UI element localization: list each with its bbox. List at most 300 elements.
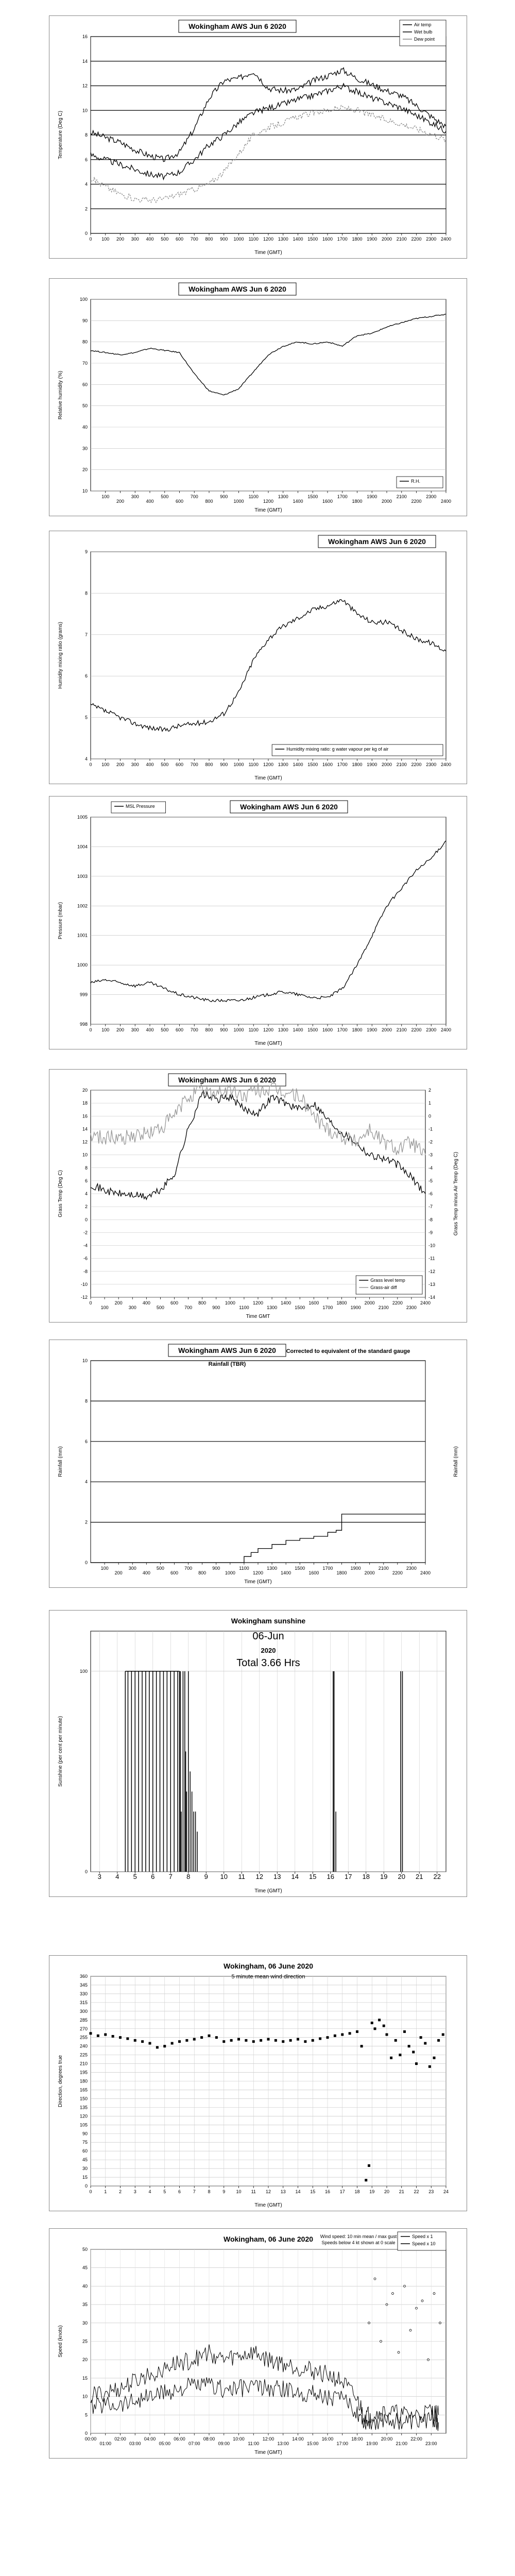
x-tick-label: 2200 <box>392 1300 403 1306</box>
y2-tick-label: -13 <box>428 1281 436 1287</box>
x-tick-label: 1500 <box>307 762 318 767</box>
y-tick-label: 150 <box>79 2096 88 2102</box>
x-tick-label: 15:00 <box>306 2441 319 2446</box>
x-tick-label: 1200 <box>252 1300 264 1306</box>
x-tick-label: 900 <box>212 1305 220 1310</box>
y-axis-label: Speed (knots) <box>58 2325 63 2358</box>
legend-label: MSL Pressure <box>126 804 155 809</box>
x-tick-label: 2200 <box>411 236 422 242</box>
x-tick-label: 2100 <box>396 494 407 499</box>
x-axis-label: Time GMT <box>246 1314 270 1319</box>
chart-svg-dir <box>49 1956 467 2211</box>
plot-area <box>91 552 446 759</box>
x-tick-label: 4 <box>148 2189 151 2194</box>
legend-label: Grass level temp <box>370 1278 405 1283</box>
y-tick-label: 8 <box>84 1398 88 1404</box>
x-tick-label: 2300 <box>426 1027 437 1032</box>
x-tick-label: 11 <box>238 1873 245 1880</box>
x-tick-label: 1000 <box>225 1300 235 1306</box>
y-tick-label: 10 <box>82 1152 88 1158</box>
y2-tick-label: -7 <box>428 1204 433 1210</box>
chart-panel-dir <box>49 1955 467 2211</box>
y2-tick-label: -2 <box>428 1139 433 1145</box>
chart-title: Wokingham sunshine <box>231 1617 306 1625</box>
x-tick-label: 400 <box>142 1570 150 1575</box>
x-tick-label: 2000 <box>364 1300 375 1306</box>
x-tick-label: 1600 <box>322 1027 333 1032</box>
x-tick-label: 2100 <box>396 1027 407 1032</box>
x-tick-label: 2400 <box>420 1300 431 1306</box>
x-tick-label: 1700 <box>337 494 348 499</box>
chart-title: Wokingham AWS Jun 6 2020 <box>328 537 426 546</box>
x-tick-label: 200 <box>116 236 125 242</box>
x-tick-label: 1100 <box>248 236 259 242</box>
y-tick-label: 270 <box>79 2026 88 2031</box>
chart-title: Wokingham AWS Jun 6 2020 <box>178 1346 276 1354</box>
x-tick-label: 500 <box>156 1305 164 1310</box>
y-tick-label: 6 <box>84 157 88 162</box>
x-tick-label: 100 <box>100 1305 109 1310</box>
data-point <box>365 2179 367 2181</box>
x-tick-label: 10 <box>220 1873 228 1880</box>
data-point <box>252 2040 255 2043</box>
x-tick-label: 09:00 <box>218 2441 230 2446</box>
x-tick-label: 1400 <box>293 236 303 242</box>
y-tick-label: 0 <box>84 2431 88 2436</box>
data-point <box>386 2033 388 2036</box>
y-tick-label: 315 <box>79 1999 88 2005</box>
legend-label: Humidity mixing ratio: g water vapour per kg of air <box>286 747 389 752</box>
y-tick-label: 2 <box>84 1519 88 1525</box>
x-tick-label: 1900 <box>367 494 377 499</box>
data-point <box>104 2033 107 2036</box>
y-tick-label: 345 <box>79 1982 88 1988</box>
x-tick-label: 1400 <box>281 1300 291 1306</box>
x-tick-label: 5 <box>163 2189 166 2194</box>
chart-title: Wokingham AWS Jun 6 2020 <box>240 803 338 811</box>
x-tick-label: 400 <box>142 1300 150 1306</box>
y-tick-label: 100 <box>79 1668 88 1674</box>
y-tick-label: 135 <box>79 2105 88 2110</box>
x-tick-label: 3 <box>97 1873 101 1880</box>
x-tick-label: 2400 <box>440 499 452 504</box>
data-point <box>415 2062 418 2065</box>
data-point <box>341 2033 344 2036</box>
plot-area <box>91 1361 425 1563</box>
x-tick-label: 8 <box>208 2189 211 2194</box>
x-tick-label: 0 <box>89 1027 92 1032</box>
y-tick-label: 15 <box>82 2375 88 2381</box>
x-tick-label: 3 <box>133 2189 136 2194</box>
x-tick-label: 800 <box>198 1570 207 1575</box>
y-tick-label: 225 <box>79 2052 88 2058</box>
x-tick-label: 22 <box>414 2189 419 2194</box>
y2-tick-label: -3 <box>428 1152 433 1158</box>
x-tick-label: 2400 <box>440 236 452 242</box>
x-tick-label: 1200 <box>263 236 274 242</box>
x-tick-label: 05:00 <box>159 2441 171 2446</box>
y-tick-label: -12 <box>80 1295 88 1300</box>
y-tick-label: 2 <box>84 1204 88 1210</box>
x-tick-label: 1100 <box>248 1027 259 1032</box>
y-tick-label: 180 <box>79 2078 88 2084</box>
x-tick-label: 21 <box>399 2189 404 2194</box>
x-tick-label: 1900 <box>350 1305 361 1310</box>
y-tick-label: 2 <box>84 206 88 212</box>
x-tick-label: 1600 <box>322 762 333 767</box>
x-tick-label: 19 <box>369 2189 375 2194</box>
x-tick-label: 08:00 <box>203 2436 215 2442</box>
y-tick-label: 1002 <box>77 903 88 909</box>
x-tick-label: 0 <box>89 1300 92 1306</box>
chart-svg-mix <box>49 531 467 784</box>
y2-axis-label: Rainfall (mm) <box>453 1446 459 1477</box>
x-tick-label: 1400 <box>281 1570 291 1575</box>
x-tick-label: 400 <box>146 499 154 504</box>
x-tick-label: 300 <box>131 236 139 242</box>
y-tick-label: 75 <box>82 2140 88 2145</box>
x-tick-label: 1500 <box>307 236 318 242</box>
x-tick-label: 1500 <box>295 1305 305 1310</box>
y-tick-label: 1003 <box>77 873 88 879</box>
x-tick-label: 18 <box>362 1873 370 1880</box>
y-tick-label: 360 <box>79 1974 88 1979</box>
y-axis-label: Grass Temp (Deg C) <box>58 1170 63 1217</box>
y2-axis-label: Grass Temp minus Air Temp (Deg C) <box>453 1151 459 1236</box>
data-point <box>390 2057 392 2059</box>
x-tick-label: 18:00 <box>351 2436 363 2442</box>
y-tick-label: 50 <box>82 2247 88 2252</box>
data-point <box>437 2039 440 2042</box>
data-point <box>412 2050 415 2053</box>
data-point <box>433 2057 436 2059</box>
x-tick-label: 400 <box>146 236 154 242</box>
x-tick-label: 1900 <box>367 236 377 242</box>
x-tick-label: 2000 <box>364 1570 375 1575</box>
data-point <box>442 2033 444 2036</box>
x-tick-label: 200 <box>116 762 125 767</box>
data-point <box>319 2037 321 2040</box>
x-tick-label: 1000 <box>233 762 244 767</box>
data-point <box>90 2032 92 2035</box>
data-point <box>208 2035 211 2037</box>
data-point <box>403 2030 406 2033</box>
y2-tick-label: -11 <box>428 1256 435 1261</box>
data-point <box>420 2036 422 2039</box>
y-tick-label: 45 <box>82 2265 88 2270</box>
x-tick-label: 2200 <box>411 762 422 767</box>
x-tick-label: 100 <box>101 494 110 499</box>
x-tick-label: 600 <box>175 499 184 504</box>
x-tick-label: 1100 <box>248 494 259 499</box>
y-tick-label: 16 <box>82 1113 88 1119</box>
x-tick-label: 900 <box>212 1566 220 1571</box>
x-tick-label: 17 <box>339 2189 345 2194</box>
chart-subtitle: 06-Jun <box>252 1631 284 1642</box>
y-tick-label: 30 <box>82 446 88 451</box>
x-tick-label: 1500 <box>307 494 318 499</box>
chart-note: Speeds below 4 kt shown at 0 scale <box>321 2240 396 2245</box>
x-tick-label: 300 <box>128 1305 136 1310</box>
x-tick-label: 900 <box>220 236 228 242</box>
x-tick-label: 03:00 <box>129 2441 141 2446</box>
x-tick-label: 2000 <box>381 236 392 242</box>
x-tick-label: 24 <box>443 2189 449 2194</box>
y-tick-label: 1004 <box>77 844 88 850</box>
y-tick-label: 1000 <box>77 962 88 968</box>
data-point <box>112 2035 114 2038</box>
y-tick-label: 14 <box>82 58 88 64</box>
y-tick-label: 30 <box>82 2320 88 2326</box>
x-tick-label: 16 <box>327 1873 334 1880</box>
x-tick-label: 200 <box>116 1027 125 1032</box>
y2-tick-label: 2 <box>428 1088 432 1093</box>
chart-title: Wokingham, 06 June 2020 <box>223 1962 314 1970</box>
data-point <box>349 2032 351 2035</box>
data-point <box>185 2039 188 2042</box>
data-point <box>282 2040 284 2043</box>
x-axis-label: Time (GMT) <box>254 2202 282 2208</box>
data-point <box>163 2045 166 2047</box>
x-tick-label: 12 <box>255 1873 263 1880</box>
data-point <box>260 2039 262 2042</box>
data-point <box>374 2027 376 2030</box>
x-axis-label: Time (GMT) <box>254 1041 282 1046</box>
x-tick-label: 100 <box>101 1027 110 1032</box>
data-point <box>97 2035 99 2037</box>
y-tick-label: 105 <box>79 2122 88 2128</box>
y-tick-label: 998 <box>79 1022 88 1027</box>
legend-label: Grass-air diff <box>370 1285 397 1290</box>
x-tick-label: 20 <box>398 1873 405 1880</box>
x-tick-label: 2000 <box>381 1027 392 1032</box>
x-tick-label: 900 <box>220 1027 228 1032</box>
chart-title: Wokingham AWS Jun 6 2020 <box>188 285 286 293</box>
x-tick-label: 400 <box>146 762 154 767</box>
x-tick-label: 700 <box>190 762 198 767</box>
y-tick-label: 5 <box>84 2412 88 2418</box>
x-tick-label: 1000 <box>233 1027 244 1032</box>
x-axis-label: Time (GMT) <box>254 2450 282 2455</box>
x-tick-label: 1300 <box>267 1566 278 1571</box>
data-point <box>171 2042 174 2045</box>
y-tick-label: 0 <box>84 1869 88 1874</box>
y2-tick-label: -5 <box>428 1178 433 1183</box>
data-point <box>237 2038 240 2041</box>
x-tick-label: 1700 <box>337 236 348 242</box>
y-tick-label: 10 <box>82 1358 88 1363</box>
y-tick-label: 25 <box>82 2338 88 2344</box>
x-tick-label: 2400 <box>420 1570 431 1575</box>
x-tick-label: 1800 <box>352 499 363 504</box>
x-tick-label: 400 <box>146 1027 154 1032</box>
x-tick-label: 14 <box>295 2189 301 2194</box>
x-tick-label: 9 <box>222 2189 226 2194</box>
x-tick-label: 2200 <box>411 1027 422 1032</box>
x-tick-label: 800 <box>205 1027 213 1032</box>
x-tick-label: 19 <box>380 1873 388 1880</box>
chart-svg-rh <box>49 279 467 516</box>
data-point <box>428 2065 431 2068</box>
chart-svg-pres <box>49 796 467 1049</box>
data-point <box>274 2039 277 2042</box>
x-tick-label: 1 <box>104 2189 107 2194</box>
x-tick-label: 10 <box>236 2189 242 2194</box>
x-tick-label: 1200 <box>252 1570 264 1575</box>
y-tick-label: 40 <box>82 2283 88 2289</box>
x-tick-label: 4 <box>115 1873 119 1880</box>
y-tick-label: 195 <box>79 2070 88 2075</box>
x-tick-label: 7 <box>168 1873 173 1880</box>
x-axis-label: Time (GMT) <box>254 507 282 513</box>
x-tick-label: 800 <box>198 1300 207 1306</box>
y-tick-label: 12 <box>82 83 88 89</box>
x-tick-label: 17:00 <box>336 2441 349 2446</box>
x-tick-label: 22 <box>433 1873 441 1880</box>
x-tick-label: 600 <box>175 1027 184 1032</box>
y2-tick-label: -4 <box>428 1165 433 1171</box>
y-tick-label: -8 <box>83 1268 88 1274</box>
x-tick-label: 17 <box>345 1873 352 1880</box>
x-tick-label: 700 <box>184 1305 193 1310</box>
x-tick-label: 1500 <box>307 1027 318 1032</box>
y-axis-label: Rainfall (mm) <box>58 1446 63 1477</box>
x-tick-label: 13 <box>273 1873 281 1880</box>
y-axis-label: Temperature (Deg C) <box>58 111 63 159</box>
x-tick-label: 1800 <box>352 762 363 767</box>
x-tick-label: 14 <box>291 1873 299 1880</box>
y-tick-label: 12 <box>82 1139 88 1145</box>
x-tick-label: 100 <box>100 1566 109 1571</box>
x-tick-label: 1900 <box>350 1566 361 1571</box>
y-tick-label: 6 <box>84 1178 88 1183</box>
legend-label: R.H. <box>411 479 420 484</box>
x-tick-label: 1100 <box>239 1566 249 1571</box>
data-point <box>334 2035 336 2037</box>
legend-label: Speed x 10 <box>412 2241 436 2246</box>
x-tick-label: 500 <box>161 494 169 499</box>
x-tick-label: 9 <box>204 1873 208 1880</box>
x-tick-label: 1700 <box>337 762 348 767</box>
x-tick-label: 19:00 <box>366 2441 378 2446</box>
y-tick-label: 4 <box>84 756 88 761</box>
x-tick-label: 01:00 <box>99 2441 112 2446</box>
y2-tick-label: -10 <box>428 1243 436 1248</box>
x-tick-label: 1800 <box>352 236 363 242</box>
y-tick-label: 5 <box>84 715 88 720</box>
y-tick-label: 100 <box>79 297 88 302</box>
x-tick-label: 900 <box>220 494 228 499</box>
chart-title: Wokingham, 06 June 2020 <box>223 2235 314 2243</box>
x-tick-label: 700 <box>184 1566 193 1571</box>
chart-panel-temp <box>49 15 467 259</box>
x-tick-label: 12:00 <box>262 2436 274 2442</box>
data-point <box>368 2164 370 2167</box>
x-tick-label: 1200 <box>263 1027 274 1032</box>
y-tick-label: -6 <box>83 1256 88 1261</box>
x-tick-label: 12 <box>265 2189 271 2194</box>
x-tick-label: 22:00 <box>410 2436 422 2442</box>
x-tick-label: 200 <box>114 1300 123 1306</box>
data-point <box>245 2039 247 2042</box>
y-tick-label: -4 <box>83 1243 88 1248</box>
x-tick-label: 700 <box>190 494 198 499</box>
y-axis-label: Humidity mixing ratio (grams) <box>58 621 63 689</box>
x-tick-label: 1600 <box>308 1570 319 1575</box>
data-point <box>304 2040 306 2043</box>
y-tick-label: 45 <box>82 2157 88 2163</box>
x-tick-label: 14:00 <box>292 2436 304 2442</box>
x-tick-label: 2200 <box>411 499 422 504</box>
x-tick-label: 13:00 <box>277 2441 289 2446</box>
x-tick-label: 2100 <box>396 236 407 242</box>
data-point <box>399 2054 401 2056</box>
x-tick-label: 600 <box>175 236 184 242</box>
data-point <box>178 2040 181 2043</box>
data-point <box>200 2036 203 2039</box>
x-tick-label: 200 <box>116 499 125 504</box>
y-tick-label: 7 <box>84 632 88 637</box>
y-axis-label: Relative humidity (%) <box>58 370 63 420</box>
y-tick-label: 6 <box>84 673 88 679</box>
y-tick-label: 4 <box>84 1479 88 1485</box>
chart-svg-speed <box>49 2229 467 2458</box>
x-tick-label: 1800 <box>336 1300 347 1306</box>
x-tick-label: 0 <box>89 236 92 242</box>
chart-svg-temp <box>49 16 467 258</box>
x-tick-label: 02:00 <box>114 2436 126 2442</box>
data-point <box>193 2038 196 2041</box>
x-tick-label: 600 <box>170 1300 179 1306</box>
x-tick-label: 1900 <box>367 762 377 767</box>
y2-tick-label: 0 <box>428 1113 432 1119</box>
legend-label: Dew point <box>414 37 435 42</box>
x-tick-label: 1000 <box>233 236 244 242</box>
data-point <box>394 2039 397 2042</box>
x-tick-label: 1000 <box>233 499 244 504</box>
y-tick-label: 10 <box>82 108 88 113</box>
chart-title: Wokingham AWS Jun 6 2020 <box>188 22 286 30</box>
x-tick-label: 1600 <box>322 499 333 504</box>
legend-label: Air temp <box>414 22 432 27</box>
y2-tick-label: -6 <box>428 1191 433 1196</box>
x-tick-label: 2100 <box>396 762 407 767</box>
y2-tick-label: -9 <box>428 1230 433 1235</box>
chart-title: Wokingham AWS Jun 6 2020 <box>178 1076 276 1084</box>
y-tick-label: 70 <box>82 361 88 366</box>
y-tick-label: 999 <box>79 992 88 997</box>
chart-panel-pres <box>49 796 467 1049</box>
x-tick-label: 500 <box>156 1566 164 1571</box>
y-tick-label: 20 <box>82 2357 88 2363</box>
y2-tick-label: 1 <box>428 1100 432 1106</box>
x-tick-label: 800 <box>205 499 213 504</box>
y-tick-label: 255 <box>79 2035 88 2040</box>
y-tick-label: 4 <box>84 1191 88 1196</box>
data-point <box>289 2039 292 2042</box>
y-tick-label: 0 <box>84 1217 88 1223</box>
y-tick-label: 6 <box>84 1438 88 1444</box>
y-tick-label: 20 <box>82 467 88 472</box>
y2-tick-label: -14 <box>428 1295 436 1300</box>
x-tick-label: 10:00 <box>233 2436 245 2442</box>
x-tick-label: 1000 <box>225 1570 235 1575</box>
data-point <box>222 2040 225 2043</box>
x-tick-label: 1300 <box>278 494 288 499</box>
y-tick-label: 60 <box>82 2148 88 2154</box>
y-tick-label: 120 <box>79 2113 88 2119</box>
legend-label: Wet bulb <box>414 29 433 35</box>
